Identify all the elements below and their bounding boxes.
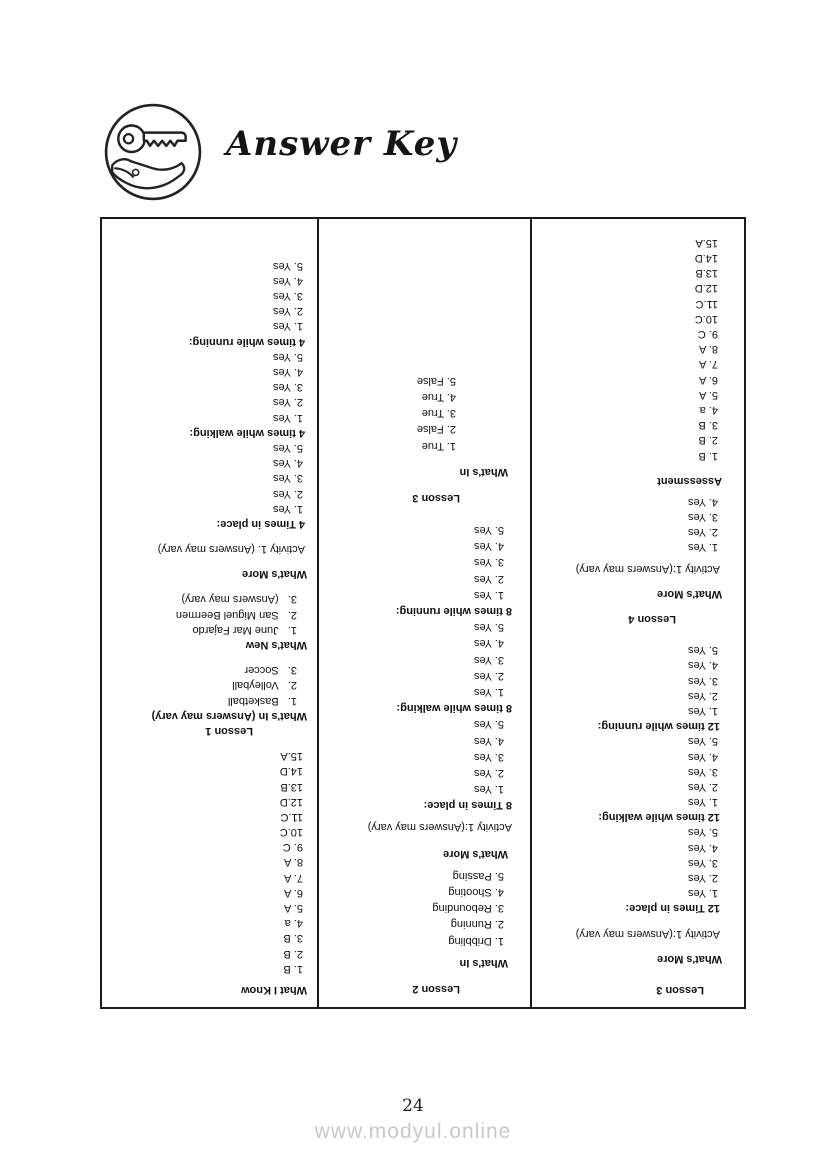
answer-line: 2. Yes (688, 780, 718, 793)
answer-line: Lesson 3 (412, 491, 460, 504)
page-title: Answer Key (226, 124, 458, 164)
answer-line: 2. Yes (273, 305, 303, 318)
answer-line: 2. Yes (474, 669, 504, 682)
spacer (319, 480, 530, 490)
answer-line: 6. A (284, 886, 303, 899)
answer-line: 5. Yes (273, 350, 303, 363)
answer-line: 8 Times in place: (423, 799, 512, 812)
answer-line: 1. Yes (474, 686, 504, 698)
answer-line: 12 times while walking: (598, 811, 720, 824)
answer-line: 1. Yes (273, 320, 303, 333)
answer-line: 5. Yes (474, 621, 504, 634)
key-in-hand-icon (102, 101, 204, 203)
answer-line: 4 Times in place: (216, 517, 305, 530)
answer-line: 1. June Mar Fajardo (192, 623, 297, 636)
answer-line: Activity 1:(Answers may vary) (575, 927, 720, 940)
answer-line: What's More (657, 587, 722, 600)
answer-line: What's In (459, 956, 508, 969)
answer-line: 1. Basketball (227, 694, 297, 707)
answer-line: 1. Yes (688, 541, 718, 554)
answer-line: What's More (443, 847, 508, 860)
answer-line: 5. Yes (688, 644, 718, 657)
answer-line: What's New (245, 639, 307, 652)
answer-line: 2. Yes (474, 572, 504, 585)
answer-line: 5. A (284, 902, 303, 915)
answer-line: Activity 1. (Answers may vary) (157, 543, 305, 556)
spacer (102, 976, 317, 982)
answer-line: 15.A (695, 236, 718, 249)
answer-line: Lesson 3 (656, 984, 704, 996)
answer-line: 4 times while walking: (189, 426, 305, 439)
answer-line: 4. a (699, 404, 718, 416)
spacer (532, 966, 744, 982)
answer-line: 3. Yes (688, 765, 718, 778)
answer-line: 13.B (695, 267, 718, 280)
answer-line: 12 Times in place: (625, 902, 720, 915)
answer-line: 2. San Miguel Beermen (175, 608, 297, 621)
answer-line: 4. Shooting (448, 886, 504, 899)
answer-line: 4. Yes (688, 495, 718, 508)
answer-line: 15.A (280, 750, 303, 763)
answer-line: 2. B (283, 947, 303, 960)
answer-line: 9. C (697, 328, 718, 341)
answer-line: 1. Yes (688, 887, 718, 900)
answer-line: 9. C (282, 841, 303, 854)
answer-line: 3. Yes (474, 653, 504, 666)
answer-line: 2. Yes (273, 396, 303, 409)
answer-line: 2. Yes (474, 766, 504, 779)
answer-line: 4. Yes (474, 540, 504, 553)
spacer (102, 652, 317, 662)
spacer (532, 601, 744, 611)
answer-line: 8. A (699, 343, 718, 356)
answer-line: What's More (242, 568, 307, 581)
spacer (532, 941, 744, 951)
answer-line: 3. Yes (688, 856, 718, 869)
answer-line: 5. A (699, 388, 718, 401)
answer-line: 8. A (284, 856, 303, 869)
answer-line: 5. False (416, 374, 456, 387)
answer-line: Lesson 2 (412, 983, 460, 995)
answer-column-lesson-2-3 (319, 219, 532, 1007)
answer-line: 2. Volleyball (232, 679, 297, 692)
answer-line: 1. Yes (688, 705, 718, 717)
answer-line: 3. Yes (688, 674, 718, 687)
answer-line: What I Know (241, 984, 307, 996)
answer-line: 2. False (416, 423, 456, 436)
answer-line: 3. Yes (273, 381, 303, 394)
answer-line: 4 times while running: (188, 335, 305, 348)
answer-line: 3. Yes (474, 750, 504, 763)
spacer (532, 915, 744, 925)
answer-line: 3. Yes (688, 511, 718, 524)
answer-key-box (100, 217, 746, 1009)
answer-line: 12.D (694, 282, 718, 295)
answer-line: Activity 1:(Answers may vary) (367, 821, 512, 834)
answer-line: 5. Yes (273, 259, 303, 272)
answer-line: Assessment (657, 474, 722, 487)
answer-line: 7. A (284, 871, 303, 884)
answer-line: 12 times while running: (597, 720, 720, 733)
answer-line: 3. Yes (273, 472, 303, 485)
answer-line: 2. B (698, 434, 718, 447)
answer-line: 11.C (280, 810, 303, 823)
answer-line: 2. Yes (273, 487, 303, 500)
spacer (319, 971, 530, 981)
answer-line: 2. Yes (688, 872, 718, 885)
answer-line: 10.C (694, 312, 718, 325)
spacer (532, 488, 744, 494)
spacer (532, 576, 744, 586)
answer-line: 1. Dribbling (448, 934, 504, 947)
answer-line: 6. A (699, 373, 718, 386)
answer-line: 4. Yes (474, 637, 504, 650)
answer-line: 7. A (699, 358, 718, 371)
spacer (102, 738, 317, 748)
answer-line: 2. Yes (688, 526, 718, 539)
answer-line: 14.D (694, 252, 718, 265)
answer-line: 5. Yes (688, 826, 718, 839)
spacer (102, 531, 317, 541)
answer-line: Lesson 1 (205, 725, 253, 737)
answer-line: 3. Soccer (244, 664, 297, 677)
page-number: 24 (402, 1096, 424, 1116)
answer-column-lesson-3-4-assessment (532, 219, 744, 1007)
spacer (532, 626, 744, 642)
answer-line: 5. Yes (688, 735, 718, 748)
answer-line: 5. Yes (273, 442, 303, 454)
answer-line: 1. B (283, 962, 303, 975)
answer-line: Lesson 4 (628, 613, 676, 626)
answer-line: 4. Yes (273, 274, 303, 287)
answer-line: 14.D (279, 765, 303, 778)
answer-line: 12.D (279, 795, 303, 808)
answer-line: 1. Yes (474, 783, 504, 796)
answer-line: 3. (Answers may vary) (181, 593, 297, 606)
answer-line: 10.C (279, 826, 303, 839)
answer-line: 3. Yes (474, 556, 504, 569)
spacer (319, 862, 530, 868)
spacer (319, 949, 530, 955)
spacer (102, 556, 317, 566)
answer-line: 2. Running (450, 918, 504, 931)
answer-line: 8 times while running: (395, 605, 512, 618)
spacer (319, 454, 530, 464)
answer-line: 4. Yes (688, 750, 718, 763)
spacer (319, 506, 530, 522)
answer-line: 4. Yes (474, 734, 504, 747)
answer-line: 1. Yes (273, 411, 303, 424)
watermark-url: www.modyul.online (314, 1120, 512, 1143)
answer-line: Activity 1:(Answers may vary) (575, 562, 720, 575)
answer-line: 3. True (421, 407, 456, 420)
answer-line: 3. Yes (273, 290, 303, 303)
answer-line: 4. a (284, 917, 303, 930)
spacer (319, 836, 530, 846)
answer-line: 4. Yes (273, 366, 303, 379)
answer-line: 4. Yes (273, 457, 303, 470)
answer-line: What's In (459, 465, 508, 478)
answer-line: What's More (657, 952, 722, 965)
answer-line: What's In (Answers may vary) (151, 709, 307, 722)
answer-line: 4. Yes (688, 841, 718, 854)
answer-line: 1. Yes (273, 502, 303, 515)
answer-line: 1. True (421, 439, 456, 452)
answer-line: 1. B (698, 449, 718, 462)
answer-line: 5. Passing (452, 869, 504, 882)
answer-line: 4. True (421, 391, 456, 403)
answer-line: 3. B (283, 932, 303, 945)
answer-line: 1. Yes (474, 588, 504, 601)
spacer (102, 581, 317, 591)
spacer (532, 463, 744, 473)
answer-line: 2. Yes (688, 689, 718, 702)
answer-line: 1. Yes (688, 796, 718, 809)
answer-line: 11.C (695, 297, 718, 310)
answer-line: 3. B (698, 419, 718, 432)
answer-line: 3. Rebounding (432, 902, 504, 915)
answer-line: 8 times while walking: (396, 702, 512, 715)
answer-line: 5. Yes (474, 524, 504, 537)
answer-line: 5. Yes (474, 718, 504, 731)
answer-column-what-i-know-lesson-1 (102, 219, 319, 1007)
answer-line: 13.B (280, 780, 303, 793)
answer-line: 4. Yes (688, 659, 718, 672)
